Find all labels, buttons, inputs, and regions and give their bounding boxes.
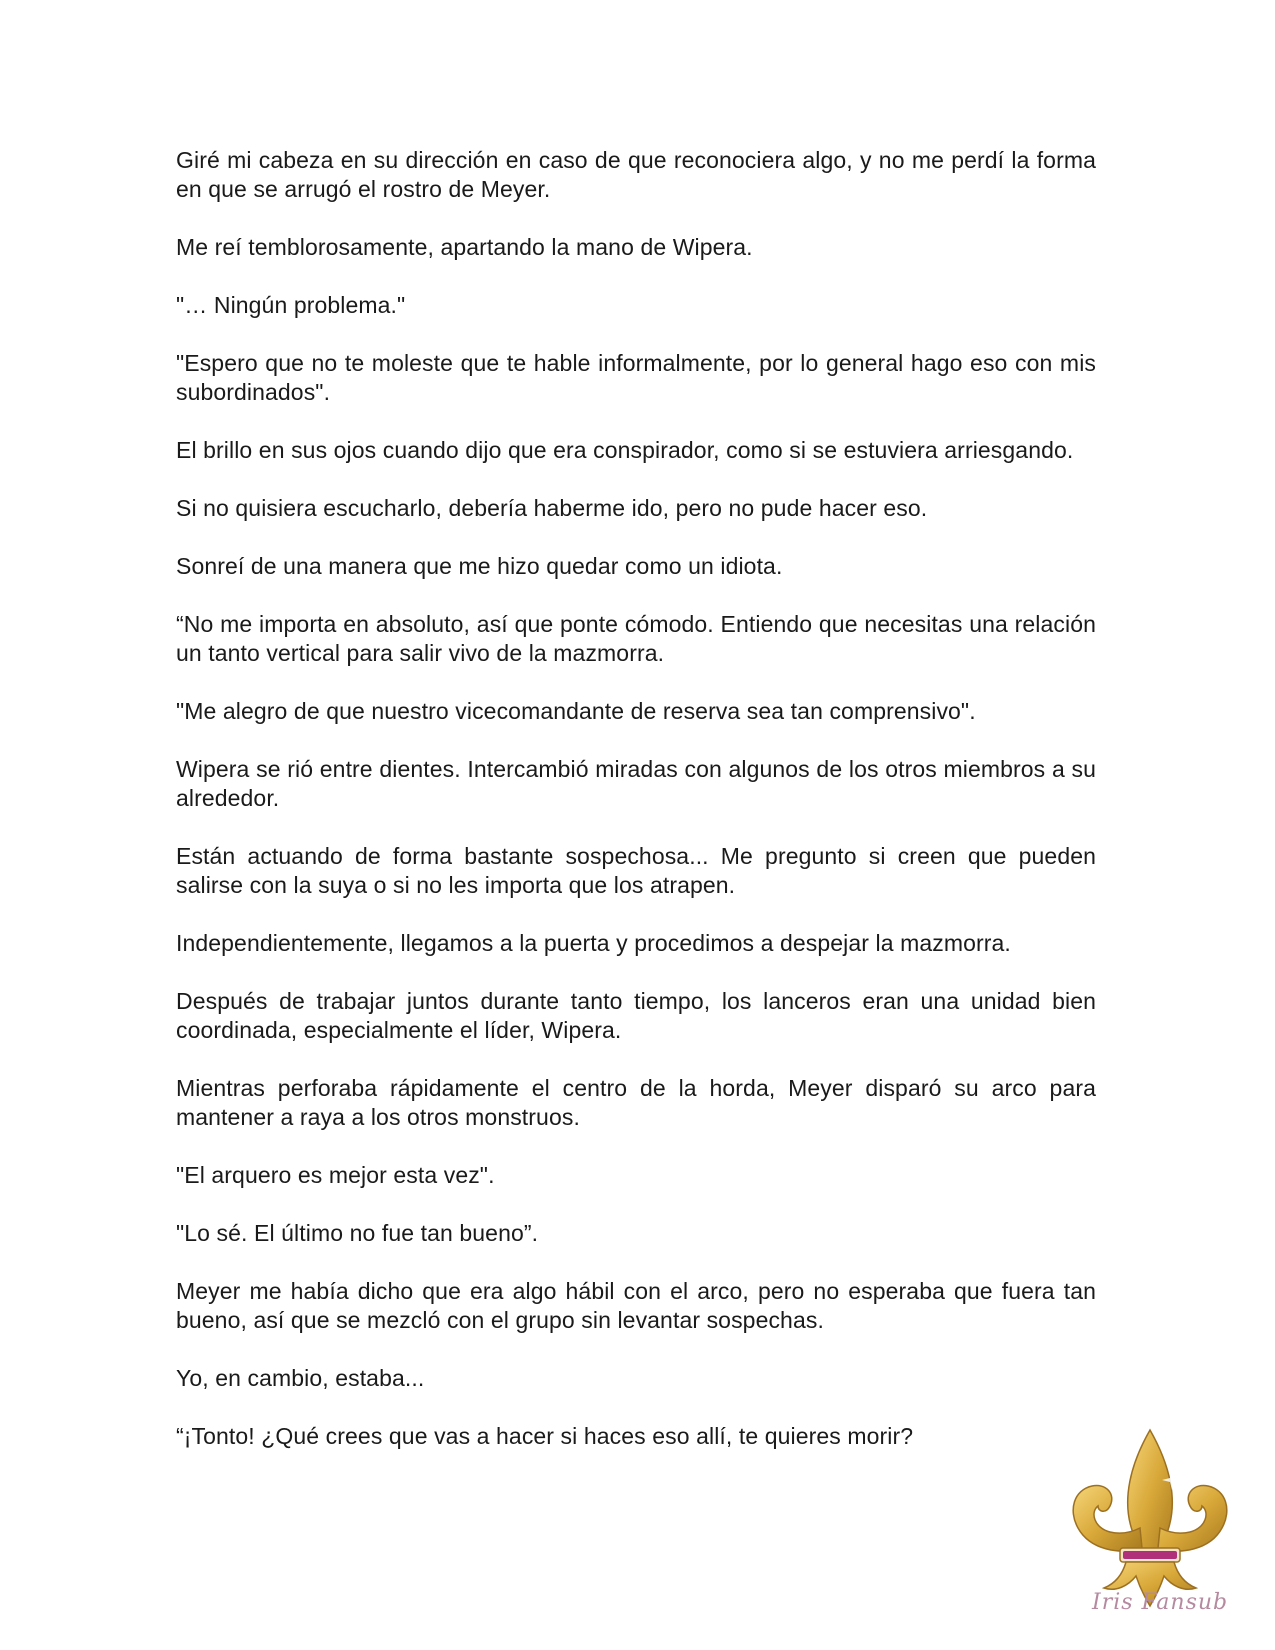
watermark-text: Iris Fansub [1092,1590,1229,1615]
paragraph: Después de trabajar juntos durante tanto tiempo, los lanceros eran una unidad bien coordinada, especialmente el líder, Wipera. [176,988,1096,1043]
paragraph: Independientemente, llegamos a la puerta y procedimos a despejar la mazmorra. [176,930,1011,956]
paragraph: El brillo en sus ojos cuando dijo que era conspirador, como si se estuviera arriesgando. [176,437,1074,463]
paragraph: Yo, en cambio, estaba... [176,1365,425,1391]
paragraph: Me reí temblorosamente, apartando la mano de Wipera. [176,234,753,260]
paragraph: “No me importa en absoluto, así que ponte cómodo. Entiendo que necesitas una relación un tanto vertical para salir vivo de la mazmorra. [176,611,1096,666]
paragraph: Sonreí de una manera que me hizo quedar como un idiota. [176,553,783,579]
paragraph: "Espero que no te moleste que te hable informalmente, por lo general hago eso con mis subordinados". [176,350,1096,405]
paragraph: "… Ningún problema." [176,292,406,318]
paragraph: "Me alegro de que nuestro vicecomandante de reserva sea tan comprensivo". [176,698,976,724]
paragraph: Si no quisiera escucharlo, debería haberme ido, pero no pude hacer eso. [176,495,928,521]
paragraph: “¡Tonto! ¿Qué crees que vas a hacer si haces eso allí, te quieres morir? [176,1423,914,1449]
body-text [176,146,1096,1480]
paragraph: "El arquero es mejor esta vez". [176,1162,495,1188]
paragraph: Mientras perforaba rápidamente el centro de la horda, Meyer disparó su arco para mantener a raya a los otros monstruos. [176,1075,1096,1130]
paragraph: Están actuando de forma bastante sospechosa... Me pregunto si creen que pueden salirse con la suya o si no les importa que los atrapen. [176,843,1096,898]
paragraph: Meyer me había dicho que era algo hábil con el arco, pero no esperaba que fuera tan bueno, así que se mezcló con el grupo sin levantar sospechas. [176,1278,1096,1333]
paragraph: Wipera se rió entre dientes. Intercambió miradas con algunos de los otros miembros a su alrededor. [176,756,1096,811]
paragraph: "Lo sé. El último no fue tan bueno”. [176,1220,539,1246]
paragraph: Giré mi cabeza en su dirección en caso de que reconociera algo, y no me perdí la forma en que se arrugó el rostro de Meyer. [176,147,1096,202]
